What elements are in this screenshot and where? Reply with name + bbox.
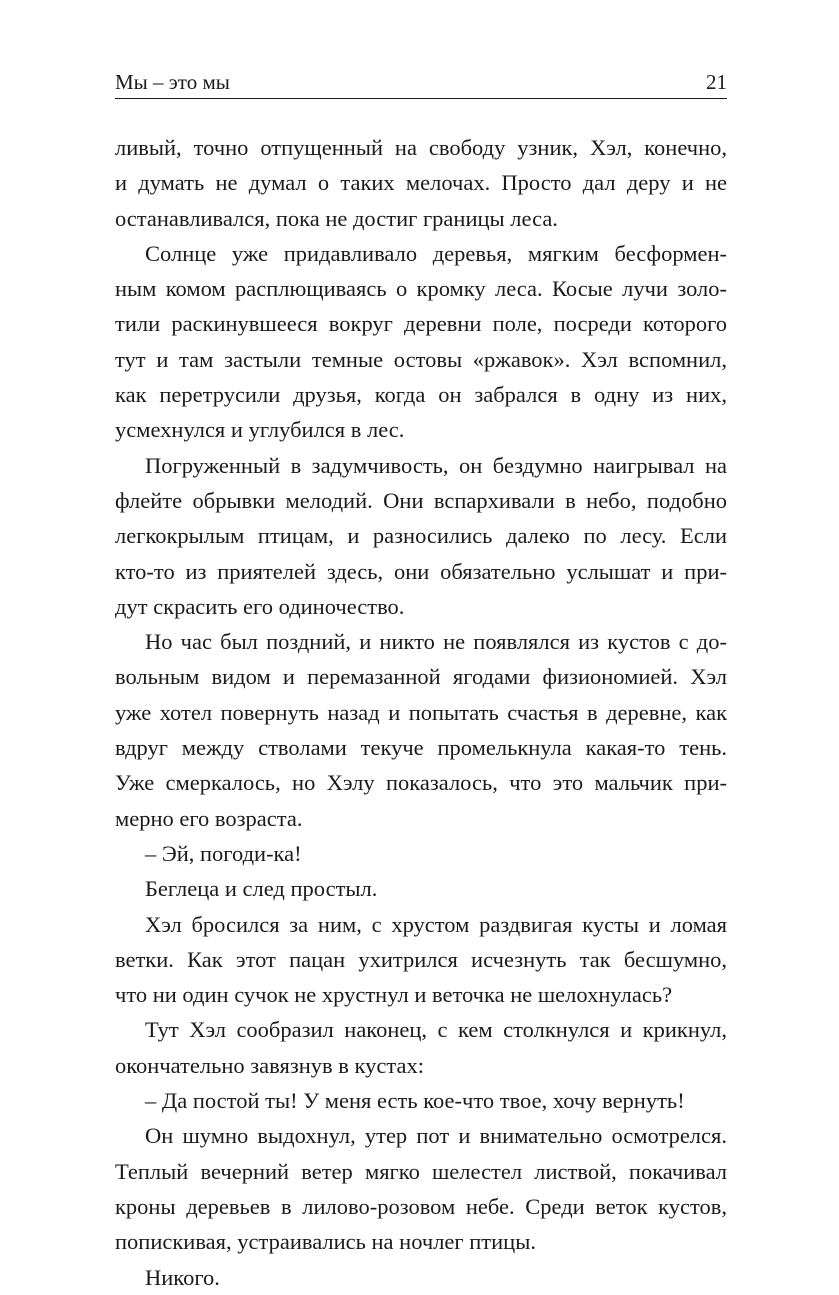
- text-line: кроны деревьев в лилово-розовом небе. Среди веток кустов,: [115, 1193, 727, 1219]
- running-head: [115, 68, 727, 99]
- text-line: мерно его возраста.: [115, 805, 303, 831]
- text-line: тут и там застыли темные остовы «ржавок». Хэл вспомнил,: [115, 346, 727, 372]
- text-line: вольным видом и перемазанной ягодами физиономией. Хэл: [115, 664, 727, 690]
- text-line: Никого.: [145, 1264, 220, 1290]
- paragraph: [115, 871, 727, 906]
- paragraph: [115, 907, 727, 1013]
- paragraph: [115, 624, 727, 836]
- text-line: вдруг между стволами текуче промелькнула какая-то тень.: [115, 735, 727, 761]
- text-line: попискивая, устраивались на ночлег птицы.: [115, 1229, 536, 1255]
- paragraph: [115, 236, 727, 448]
- text-line: Он шумно выдохнул, утер пот и внимательно осмотрелся.: [145, 1123, 727, 1149]
- text-line: уже хотел повернуть назад и попытать счастья в деревне, как: [115, 699, 727, 725]
- body-text: [115, 130, 727, 1295]
- text-line: усмехнулся и углубился в лес.: [115, 417, 405, 443]
- paragraph: [115, 130, 727, 236]
- book-page: [115, 0, 727, 1290]
- paragraph: [115, 448, 727, 624]
- text-line: кто-то из приятелей здесь, они обязательно услышат и при-: [115, 558, 727, 584]
- text-line: тили раскинувшееся вокруг деревни поле, посреди которого: [115, 311, 727, 337]
- text-line: ливый, точно отпущенный на свободу узник, Хэл, конечно,: [115, 135, 727, 160]
- text-line: Хэл бросился за ним, с хрустом раздвигая кусты и ломая: [145, 911, 727, 937]
- book-title: Мы – это мы: [115, 70, 230, 94]
- text-line: ным комом расплющиваясь о кромку леса. Косые лучи золо-: [115, 276, 727, 302]
- text-line: Тут Хэл сообразил наконец, с кем столкнулся и крикнул,: [145, 1017, 727, 1043]
- text-line: ветки. Как этот пацан ухитрился исчезнуть так бесшумно,: [115, 946, 727, 972]
- paragraph: [115, 1012, 727, 1083]
- text-line: легкокрылым птицам, и разносились далеко по лесу. Если: [115, 523, 727, 549]
- text-line: дут скрасить его одиночество.: [115, 593, 405, 619]
- paragraph: [115, 836, 727, 871]
- text-line: Погруженный в задумчивость, он бездумно наигрывал на: [145, 452, 727, 478]
- text-line: Теплый вечерний ветер мягко шелестел листвой, покачивал: [115, 1158, 727, 1184]
- text-line: флейте обрывки мелодий. Они вспархивали в небо, подобно: [115, 487, 727, 513]
- paragraph: [115, 1260, 727, 1295]
- text-line: – Эй, погоди-ка!: [145, 840, 302, 866]
- text-line: как перетрусили друзья, когда он забрался в одну из них,: [115, 382, 727, 408]
- text-line: Уже смеркалось, но Хэлу показалось, что это мальчик при-: [115, 770, 727, 796]
- paragraph: [115, 1083, 727, 1118]
- text-line: – Да постой ты! У меня есть кое-что твое, хочу вернуть!: [145, 1088, 685, 1114]
- text-line: Солнце уже придавливало деревья, мягким бесформен-: [145, 240, 727, 266]
- text-line: окончательно завязнув в кустах:: [115, 1052, 424, 1078]
- text-line: Беглеца и след простыл.: [145, 876, 378, 902]
- text-line: и думать не думал о таких мелочах. Просто дал деру и не: [115, 170, 727, 196]
- page-number: 21: [706, 70, 727, 94]
- text-line: что ни один сучок не хрустнул и веточка не шелохнулась?: [115, 982, 673, 1008]
- text-line: Но час был поздний, и никто не появлялся из кустов с до-: [145, 629, 727, 655]
- text-line: останавливался, пока не достиг границы леса.: [115, 205, 558, 231]
- paragraph: [115, 1118, 727, 1259]
